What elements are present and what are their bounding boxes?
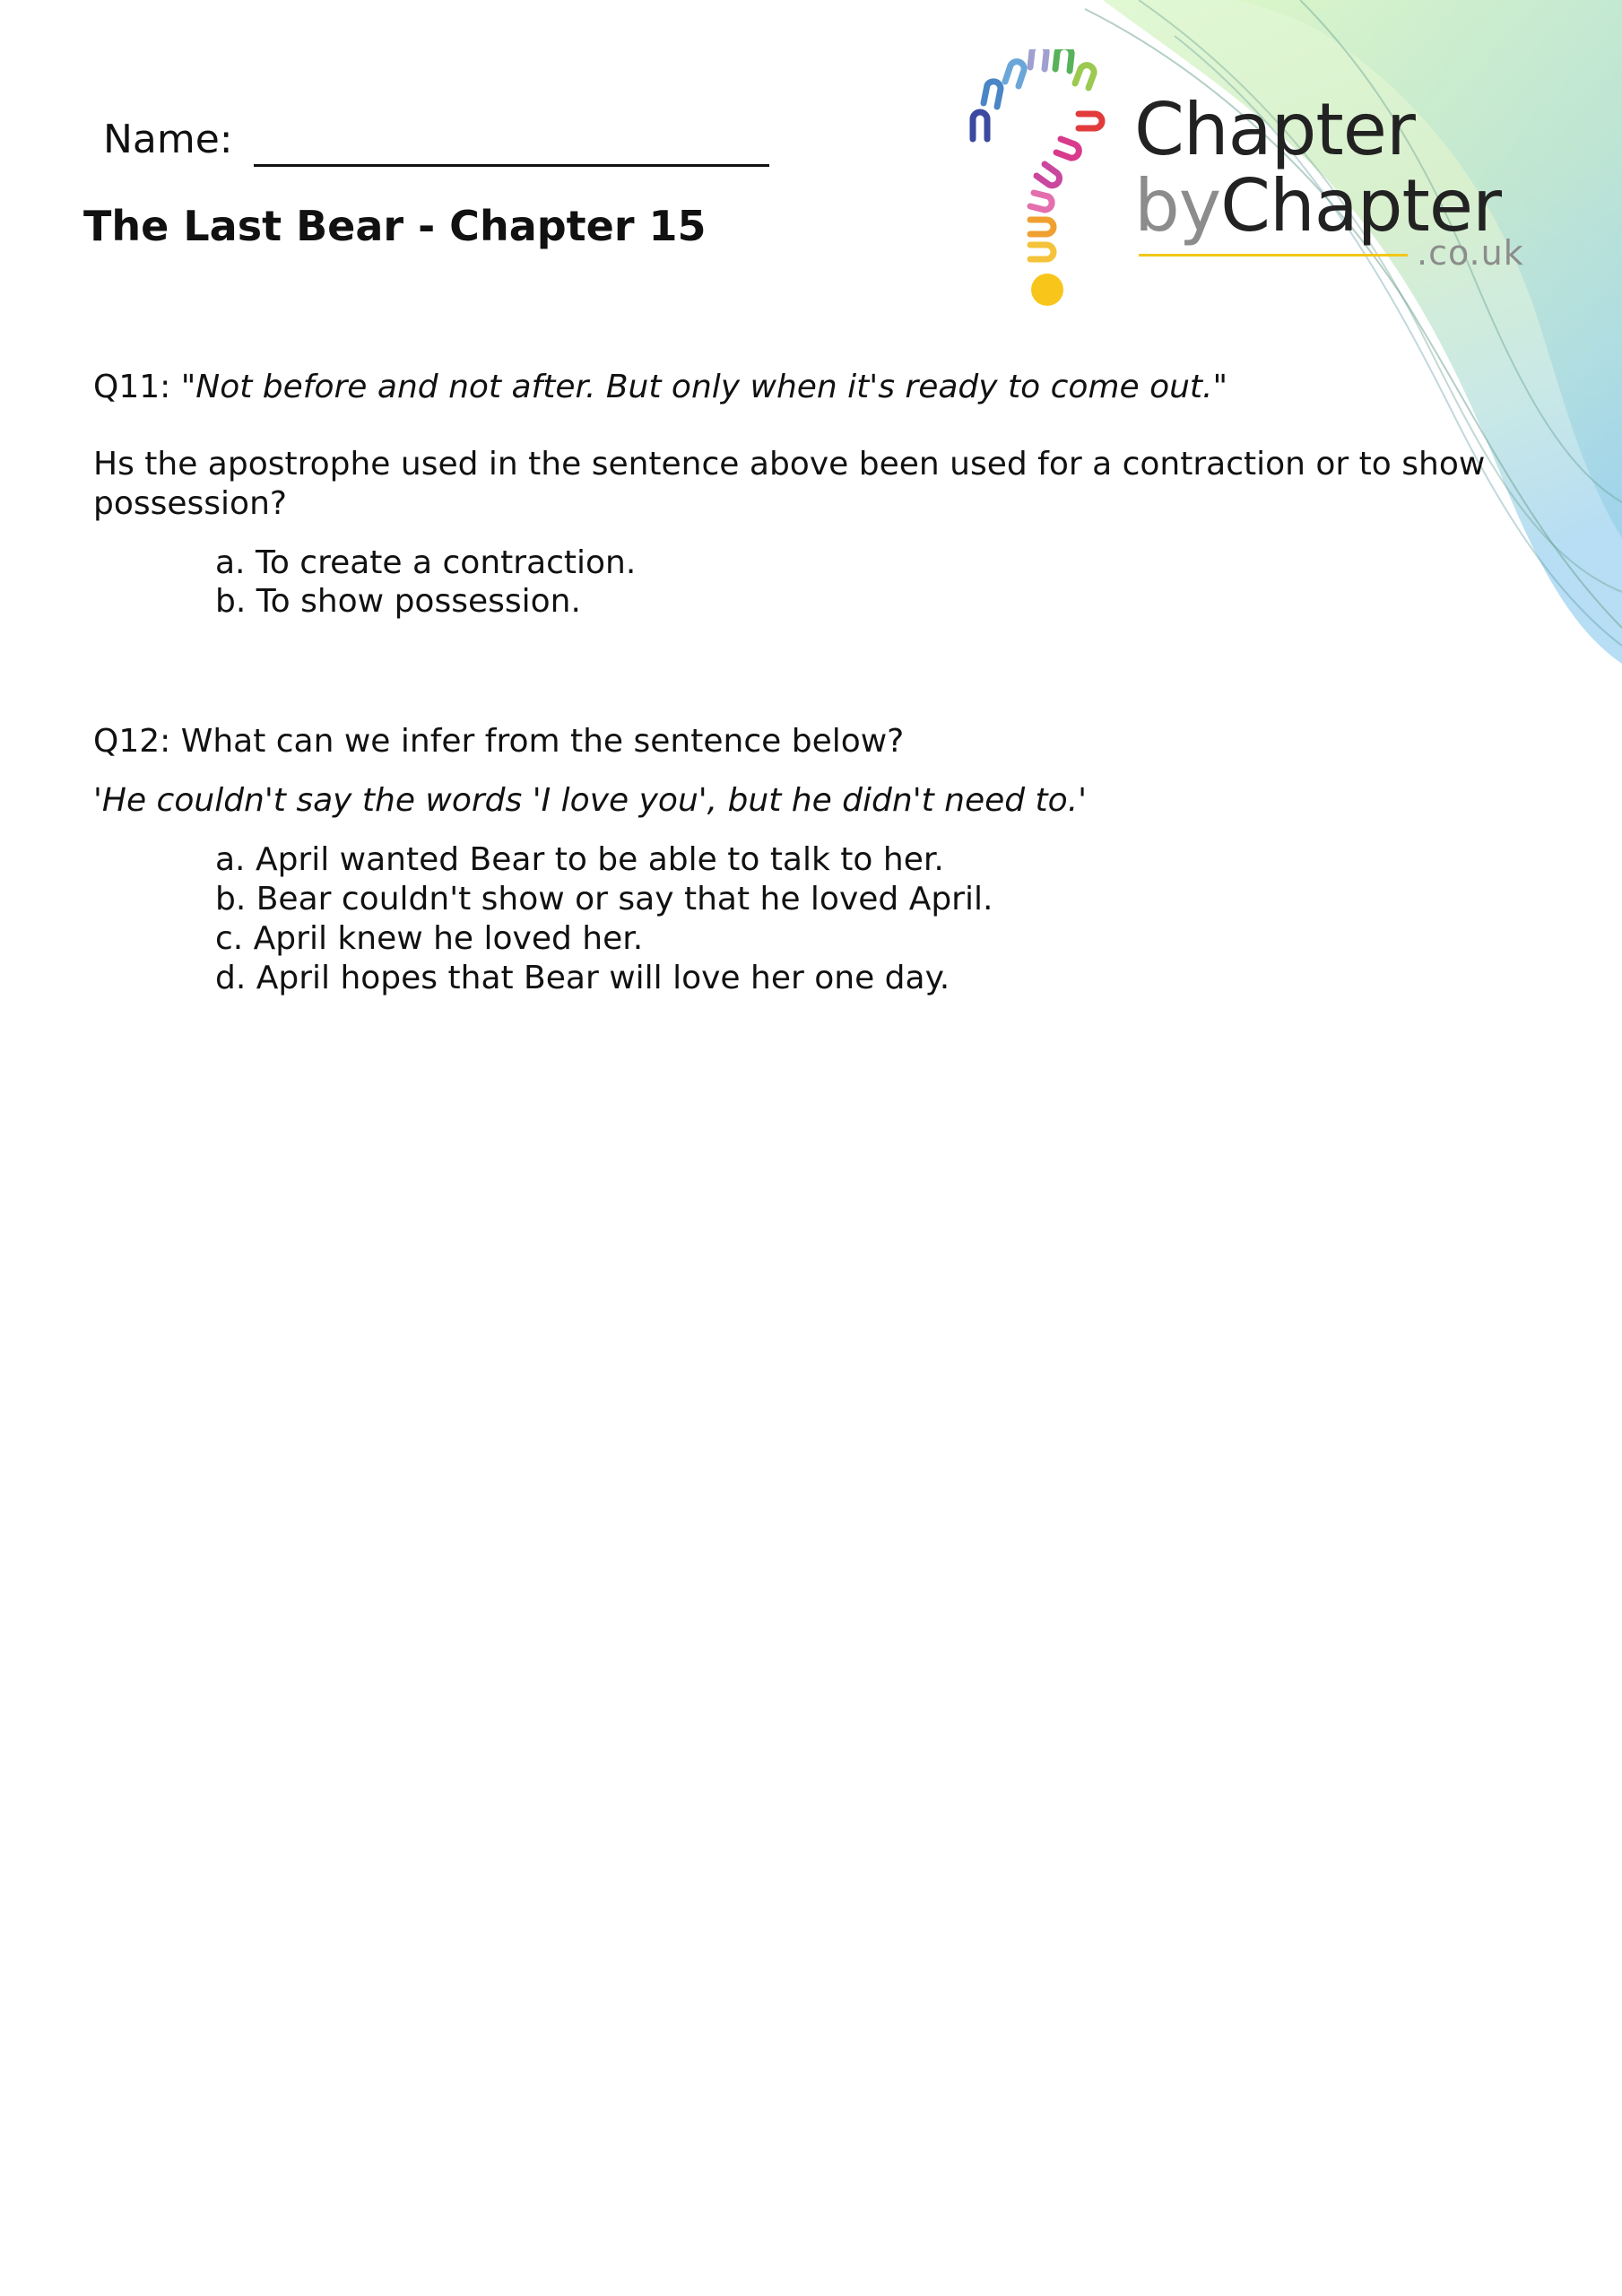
page-title: The Last Bear - Chapter 15 <box>83 202 707 250</box>
q11-label: Q11: <box>93 369 171 405</box>
logo-domain: .co.uk <box>1417 233 1524 273</box>
logo-word-by: by <box>1134 164 1221 248</box>
question-mark-books-icon <box>964 49 1125 318</box>
q11-option-a[interactable]: a. To create a contraction. <box>215 544 637 581</box>
name-entry-line[interactable] <box>254 164 769 167</box>
logo-word-by-chapter <box>1134 164 1501 248</box>
logo-underline <box>1139 254 1408 257</box>
q11-option-b[interactable]: b. To show possession. <box>215 583 581 620</box>
logo-word-chapter: Chapter <box>1134 88 1415 171</box>
logo-word-chapter-2: Chapter <box>1220 164 1501 248</box>
q12-option-d[interactable]: d. April hopes that Bear will love her one day. <box>215 960 950 996</box>
q12-quote: 'He couldn't say the words 'I love you', but he didn't need to.' <box>93 782 1088 819</box>
q11-quote: "Not before and not after. But only when it's ready to come out." <box>180 369 1228 405</box>
name-label: Name: <box>103 117 233 162</box>
q12-option-b[interactable]: b. Bear couldn't show or say that he loved April. <box>215 881 993 918</box>
q12-question: Q12: What can we infer from the sentence below? <box>93 723 905 760</box>
chapter-by-chapter-logo <box>964 49 1538 318</box>
q11-prompt <box>93 368 1227 407</box>
q11-question: Hs the apostrophe used in the sentence above been used for a contraction or to show possession? <box>93 446 1486 522</box>
q12-option-a[interactable]: a. April wanted Bear to be able to talk to her. <box>215 841 944 878</box>
q12-option-c[interactable]: c. April knew he loved her. <box>215 920 644 957</box>
